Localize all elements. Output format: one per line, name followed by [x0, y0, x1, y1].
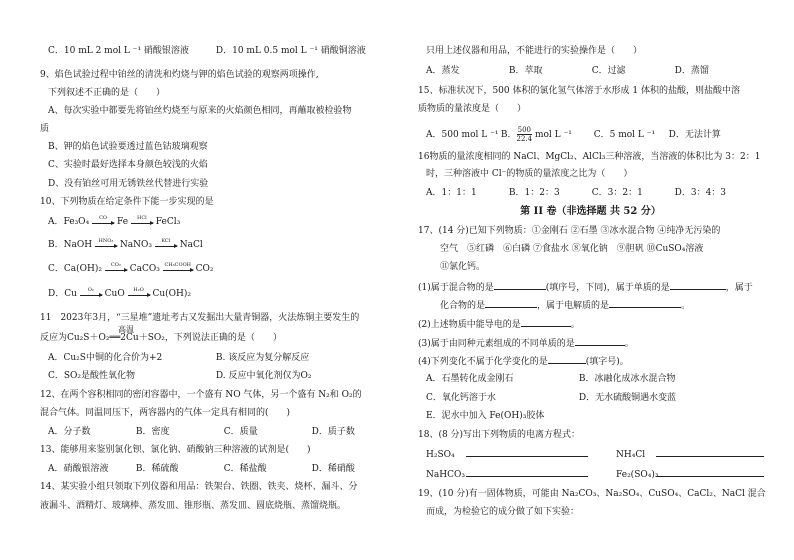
q14-line-1: 14、某实验小组只领取下列仪器和用品：铁架台、铁圈、铁夹、烧杯、漏斗、分	[40, 482, 358, 492]
q17-option-c: C．氧化钙溶于水	[426, 393, 496, 403]
q17-p1-text-b: (填序号，下同)，属于单质的是	[545, 283, 670, 293]
q16-option-b: B．1：2：3	[508, 188, 560, 198]
q17-option-b: B．冰融化成冰水混合物	[578, 374, 676, 384]
q17-part-2	[418, 317, 580, 333]
q12-option-d: D．质子数	[311, 427, 355, 437]
q18-formula-1: H₂SO₄	[426, 450, 455, 460]
reaction-arrow	[80, 289, 102, 296]
q15-b-denominator: 22.4	[516, 135, 533, 143]
q16-option-c: C．3：2：1	[591, 188, 643, 198]
q10-a-cond2: HCl	[137, 215, 147, 221]
q9-stem-2: 下列叙述不正确的是（ ）	[48, 88, 166, 98]
q17-part-1-line-2	[418, 298, 690, 314]
q10-a-s2: Fe	[116, 217, 129, 227]
q12-option-a: A．分子数	[48, 427, 91, 437]
q17-p1-text-d: 化合物的是	[440, 301, 486, 311]
q15-stem-2: 质物质的量浓度是（ ）	[418, 104, 527, 114]
q17-p1-text-c: ，属于	[725, 283, 753, 293]
q10-b-s1: NaOH	[63, 240, 93, 250]
q17-part-4	[418, 354, 629, 370]
q19-line-1: 19、(10 分)有一固体物质，可能由 Na₂CO₃、Na₂SO₄、CuSO₄、CaCl₂、NaCl 混合	[418, 489, 766, 499]
q11-condition-label: 高温	[118, 325, 134, 334]
q8-option-c: C．10 mL 2 mol L ⁻¹ 硝酸银溶液	[48, 46, 189, 56]
reaction-arrow	[95, 240, 117, 247]
q11-options-row1	[40, 351, 309, 366]
section-heading: 第 II 卷（非选择题 共 52 分）	[520, 206, 661, 217]
answer-blank[interactable]	[656, 467, 764, 477]
q9-option-c: C、实验时最好选择本身颜色较浅的火焰	[48, 160, 208, 170]
q18-stem: 18、(8 分)写出下列物质的电离方程式：	[418, 430, 581, 440]
q10-a-cond1: CO	[99, 215, 108, 221]
q10-a-s3: FeCl₃	[155, 217, 181, 227]
q13-option-b: B．稀硫酸	[135, 464, 179, 474]
q15-b-numerator: 500	[517, 126, 531, 134]
answer-blank[interactable]	[494, 280, 546, 290]
q17-p1-text-e: ，属于电解质的是	[537, 301, 610, 311]
q14-continuation: 只用上述仪器和用品，不能进行的实验操作是（ ）	[426, 46, 643, 56]
q18-formula-4: Fe₂(SO₄)₃	[616, 470, 659, 480]
q10-option-d	[40, 287, 191, 302]
q10-c-label: C．	[48, 264, 64, 274]
q18-row-1	[418, 447, 764, 463]
reaction-arrow	[105, 264, 127, 271]
q12-stem-1: 12、在两个容积相同的密闭容器中，一个盛有 NO 气体，另一个盛有 N₂和 O₂的	[40, 390, 362, 400]
q17-p1-text-a: (1)属于混合物的是	[418, 283, 494, 293]
q9-option-a: A、每次实验中都要先将铂丝灼烧至与原来的火焰颜色相同，再蘸取被检验物	[48, 106, 352, 116]
q10-d-cond2: H₂O	[133, 287, 144, 293]
answer-blank[interactable]	[609, 298, 681, 308]
q16-option-d: D．3：4：3	[674, 188, 727, 198]
q10-d-label: D．	[48, 289, 65, 299]
reaction-arrow	[155, 240, 177, 247]
q10-c-cond1: CO₂	[110, 262, 121, 268]
q10-d-s2: CuO	[104, 289, 125, 299]
q17-option-d: D．无水硫酸铜遇水变蓝	[578, 393, 677, 403]
q10-b-s3: NaCl	[179, 240, 203, 250]
q17-p3-text: (3)属于由同种元素组成的不同单质的是	[418, 339, 575, 349]
q17-line-2: 空气 ⑤红磷 ⑥白磷 ⑦食盐水 ⑧氧化钠 ⑨胆矾 ⑩CuSO₄溶液	[440, 244, 704, 254]
q17-options-row1	[418, 372, 676, 387]
q15-option-a: A．500 mol L ⁻¹	[426, 130, 499, 140]
q16-options	[418, 186, 726, 201]
q10-a-s1: Fe₃O₄	[63, 217, 90, 227]
q12-stem-2: 混合气体。同温同压下，两容器内的气体一定具有相同的( )	[40, 408, 291, 418]
q19-line-2: 而成，为检验它的成分做了如下实验：	[426, 507, 580, 517]
q10-c-cond2: CH₃COOH	[164, 262, 192, 268]
q15-b-fraction	[517, 126, 533, 143]
q18-formula-2: NH₄Cl	[616, 450, 646, 460]
q12-options	[40, 425, 355, 440]
answer-blank[interactable]	[670, 280, 726, 290]
q17-p4-text: (4)下列变化不属于化学变化的是	[418, 357, 548, 367]
q10-a-label: A．	[48, 217, 64, 227]
q17-p2-end: 。	[570, 320, 580, 330]
q10-d-s3: Cu(OH)₂	[152, 289, 192, 299]
answer-blank[interactable]	[575, 336, 625, 346]
q18-formula-3: NaHCO₃	[426, 470, 465, 480]
q8-option-d: D．10 mL 0.5 mol L ⁻¹ 硝酸铜溶液	[215, 46, 366, 56]
answer-blank[interactable]	[656, 447, 764, 457]
q15-options	[418, 126, 721, 143]
reaction-arrow	[128, 289, 150, 296]
q12-option-b: B．密度	[135, 427, 170, 437]
q17-p1-text-f: 。	[681, 301, 691, 311]
q10-b-cond1: HNO₃	[98, 238, 114, 244]
q14-line-2: 液漏斗、酒精灯、玻璃棒、蒸发皿、锥形瓶、蒸发皿、圆底烧瓶、蒸馏烧瓶。	[40, 501, 347, 511]
q17-p2-text: (2)上述物质中能导电的是	[418, 320, 521, 330]
q10-c-s2: CaCO₃	[129, 264, 160, 274]
q16-stem-1: 16物质的量浓度相同的 NaCl、MgCl₂、AlCl₃三种溶液，当溶液的体积比为 3：2：1	[418, 152, 761, 162]
q11-stem-1: 11 2023年3月，“三星堆”遗址考古又发掘出大量青铜器，火法炼铜主要发生的	[40, 313, 360, 323]
q14-options	[418, 64, 709, 79]
q18-row-2	[418, 467, 764, 483]
q17-options-row2	[418, 391, 676, 406]
q15-b-label: B．	[500, 130, 517, 140]
q17-line-1: 17、(14 分)已知下列物质：①金刚石 ②石墨 ③冰水混合物 ④纯净无污染的	[418, 226, 721, 236]
q9-option-d: D、没有铂丝可用无锈铁丝代替进行实验	[48, 179, 209, 189]
q17-option-e: E．泥水中加入 Fe(OH)₃胶体	[426, 411, 545, 421]
q11-option-b: B. 该反应为复分解反应	[215, 353, 310, 363]
q17-p3-end: 。	[624, 339, 634, 349]
q15-option-d: D．无法计算	[668, 130, 721, 140]
reaction-arrow	[163, 264, 193, 271]
reaction-arrow	[92, 217, 114, 224]
q10-c-s1: Ca(OH)₂	[63, 264, 102, 274]
q10-stem: 10、下列物质在给定条件下能一步实现的是	[40, 197, 214, 207]
answer-blank[interactable]	[466, 467, 588, 477]
q17-part-3	[418, 336, 634, 352]
q10-b-label: B．	[48, 240, 64, 250]
q13-option-d: D．稀硝酸	[311, 464, 355, 474]
q17-part-1-line-1	[418, 280, 753, 296]
q16-option-a: A．1：1：1	[426, 188, 477, 198]
q14-option-d: D．蒸馏	[674, 66, 709, 76]
q11-option-d: D. 反应中氧化剂仅为O₂	[215, 371, 312, 381]
q15-b-unit: mol L ⁻¹	[534, 130, 572, 140]
q12-option-c: C．质量	[223, 427, 258, 437]
q14-option-c: C．过滤	[591, 66, 626, 76]
q15-stem-1: 15、标准状况下，500 体积的氯化氢气体溶于水形成 1 体积的盐酸，则盐酸中溶	[418, 86, 740, 96]
q9-stem-1: 9、焰色试验过程中铂丝的清洗和灼烧与钾的焰色试验的观察两项操作,	[40, 70, 319, 80]
q14-option-b: B．萃取	[508, 66, 543, 76]
q10-d-s1: Cu	[64, 289, 77, 299]
q17-p4-end: (填字号)。	[585, 357, 629, 367]
q10-b-cond2: KCl	[161, 238, 171, 244]
q17-option-a: A．石墨转化成金刚石	[426, 374, 514, 384]
answer-blank[interactable]	[548, 354, 586, 364]
q9-option-b: B、钾的焰色试验要透过蓝色钴玻璃观察	[48, 142, 208, 152]
answer-blank[interactable]	[485, 298, 537, 308]
q13-stem: 13、能够用来鉴别氯化钡、氯化钠、硝酸钠三种溶液的试剂是( )	[40, 445, 311, 455]
q10-option-b	[40, 238, 203, 253]
q10-option-c	[40, 262, 214, 277]
q17-line-3: ⑪氯化钙。	[440, 262, 486, 272]
q13-options	[40, 462, 355, 477]
q14-option-a: A．蒸发	[426, 66, 460, 76]
q11-option-c: C．SO₂是酸性氧化物	[48, 371, 136, 381]
q10-option-a	[40, 215, 180, 230]
q11-stem-2: 反应为Cu₂S＋O₂══2Cu＋SO₂，下列说法正确的是（ ）	[40, 333, 282, 343]
q11-options-row2	[40, 369, 311, 384]
q11-option-a: A．Cu₂S中铜的化合价为+2	[48, 353, 163, 363]
q9-option-a-cont: 质	[40, 124, 50, 134]
q15-option-b	[501, 126, 591, 143]
reaction-arrow	[131, 217, 153, 224]
q13-option-c: C．稀盐酸	[223, 464, 267, 474]
answer-blank[interactable]	[521, 317, 571, 327]
q16-stem-2: 时，三种溶液中 Cl⁻的物质的量浓度之比为（ ）	[426, 169, 633, 179]
answer-blank[interactable]	[466, 447, 588, 457]
q10-c-s3: CO₂	[195, 264, 214, 274]
q10-d-cond1: O₂	[87, 287, 94, 293]
q10-b-s2: NaNO₃	[119, 240, 152, 250]
q15-option-c: C．5 mol L ⁻¹	[593, 130, 656, 140]
q13-option-a: A．硝酸银溶液	[48, 464, 109, 474]
q8-options	[40, 44, 366, 59]
